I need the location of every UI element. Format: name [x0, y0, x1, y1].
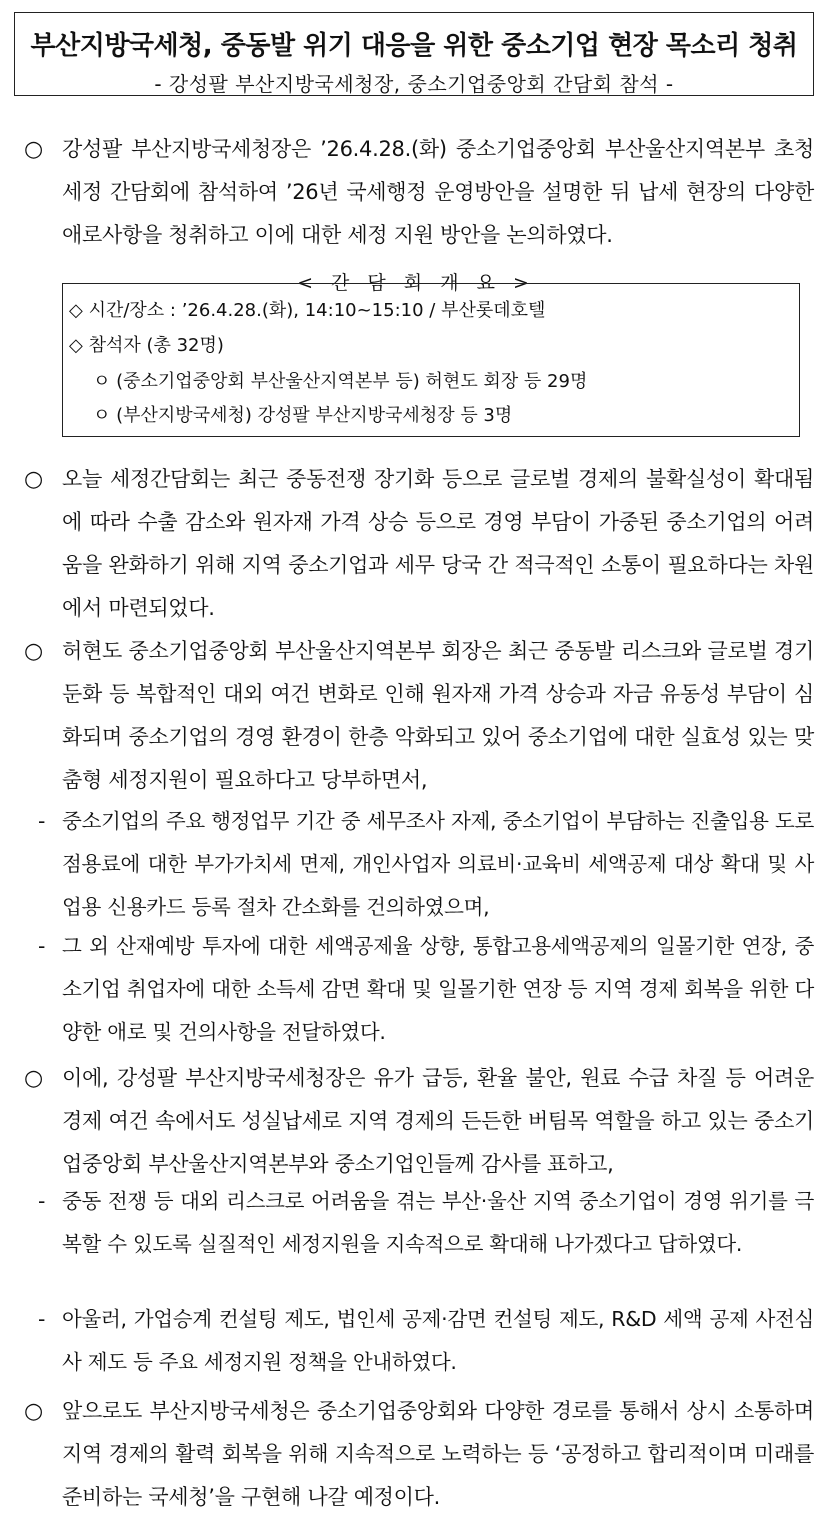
- dash-bullet-icon: -: [38, 809, 46, 833]
- paragraph-4-detail-2: [38, 1298, 814, 1384]
- overview-attendee-1-text: (중소기업중앙회 부산울산지역본부 등) 허현도 회장 등 29명: [116, 371, 588, 392]
- overview-attendee-2: [93, 401, 512, 427]
- overview-time-place: [69, 296, 545, 322]
- diamond-bullet-icon: ◇: [69, 300, 83, 321]
- paragraph-5: [24, 1390, 814, 1519]
- paragraph-3-detail-2: [38, 925, 814, 1054]
- circle-bullet-icon: ○: [24, 467, 43, 492]
- paragraph-1: [24, 128, 814, 257]
- paragraph-4-detail-1: [38, 1180, 814, 1266]
- diamond-bullet-icon: ◇: [69, 335, 83, 356]
- overview-box: [62, 283, 800, 437]
- overview-attendees-text: 참석자 (총 32명): [88, 335, 224, 356]
- paragraph-3-detail-1-text: 중소기업의 주요 행정업무 기간 중 세무조사 자제, 중소기업이 부담하는 진출입용 도로점용료에 대한 부가가치세 면제, 개인사업자 의료비·교육비 세액공제 대상 확대 및 사업용 신용카드 등록 절차 간소화를 건의하였으며,: [62, 809, 814, 919]
- paragraph-4-detail-1-text: 중동 전쟁 등 대외 리스크로 어려움을 겪는 부산·울산 지역 중소기업이 경영 위기를 극복할 수 있도록 실질적인 세정지원을 지속적으로 확대해 나가겠다고 답하였다.: [62, 1189, 814, 1256]
- headline-box: [14, 12, 814, 96]
- overview-attendees: [69, 331, 224, 357]
- page-subtitle: - 강성팔 부산지방국세청장, 중소기업중앙회 간담회 참석 -: [154, 72, 674, 96]
- paragraph-3-text: 허현도 중소기업중앙회 부산울산지역본부 회장은 최근 중동발 리스크와 글로벌 경기 둔화 등 복합적인 대외 여건 변화로 인해 원자재 가격 상승과 자금 유동성 부담이 심화되며 중소기업의 경영 환경이 한층 악화되고 있어 중소기업에 대한 실효성 있는 맞춤형 세정지원이 필요하다고 당부하면서,: [62, 639, 814, 792]
- paragraph-3-detail-2-text: 그 외 산재예방 투자에 대한 세액공제율 상향, 통합고용세액공제의 일몰기한 연장, 중소기업 취업자에 대한 소득세 감면 확대 및 일몰기한 연장 등 지역 경제 회복을 위한 다양한 애로 및 건의사항을 전달하였다.: [62, 934, 814, 1044]
- circle-bullet-icon: ○: [24, 639, 43, 664]
- dash-bullet-icon: -: [38, 1189, 46, 1213]
- paragraph-4-detail-2-text: 아울러, 가업승계 컨설팅 제도, 법인세 공제·감면 컨설팅 제도, R&D 세액 공제 사전심사 제도 등 주요 세정지원 정책을 안내하였다.: [62, 1307, 814, 1374]
- dash-bullet-icon: -: [38, 1307, 46, 1331]
- paragraph-2-text: 오늘 세정간담회는 최근 중동전쟁 장기화 등으로 글로벌 경제의 불확실성이 확대됨에 따라 수출 감소와 원자재 가격 상승 등으로 경영 부담이 가중된 중소기업의 어려움을 완화하기 위해 지역 중소기업과 세무 당국 간 적극적인 소통이 필요하다는 차원에서 마련되었다.: [62, 467, 814, 620]
- paragraph-1-text: 강성팔 부산지방국세청장은 ’26.4.28.(화) 중소기업중앙회 부산울산지역본부 초청 세정 간담회에 참석하여 ’26년 국세행정 운영방안을 설명한 뒤 납세 현장의 다양한 애로사항을 청취하고 이에 대한 세정 지원 방안을 논의하였다.: [62, 137, 814, 247]
- small-circle-icon: ㅇ: [93, 371, 111, 392]
- circle-bullet-icon: ○: [24, 1066, 43, 1091]
- paragraph-4-text: 이에, 강성팔 부산지방국세청장은 유가 급등, 환율 불안, 원료 수급 차질 등 어려운 경제 여건 속에서도 성실납세로 지역 경제의 든든한 버팀목 역할을 하고 있는 중소기업중앙회 부산울산지역본부와 중소기업인들께 감사를 표하고,: [62, 1066, 814, 1176]
- overview-time-place-text: 시간/장소 : ’26.4.28.(화), 14:10~15:10 / 부산롯데호텔: [88, 300, 546, 321]
- paragraph-3-detail-1: [38, 800, 814, 929]
- overview-attendee-2-text: (부산지방국세청) 강성팔 부산지방국세청장 등 3명: [116, 405, 513, 426]
- dash-bullet-icon: -: [38, 934, 46, 958]
- page-title: 부산지방국세청, 중동발 위기 대응을 위한 중소기업 현장 목소리 청취: [30, 31, 798, 61]
- paragraph-5-text: 앞으로도 부산지방국세청은 중소기업중앙회와 다양한 경로를 통해서 상시 소통하며 지역 경제의 활력 회복을 위해 지속적으로 노력하는 등 ‘공정하고 합리적이며 미래를 준비하는 국세청’을 구현해 나갈 예정이다.: [62, 1399, 814, 1509]
- circle-bullet-icon: ○: [24, 137, 43, 162]
- paragraph-3: [24, 630, 814, 802]
- small-circle-icon: ㅇ: [93, 405, 111, 426]
- paragraph-4: [24, 1057, 814, 1186]
- overview-attendee-1: [93, 367, 587, 393]
- overview-title: < 간 담 회 개 요 >: [297, 272, 535, 294]
- paragraph-2: [24, 458, 814, 630]
- circle-bullet-icon: ○: [24, 1399, 43, 1424]
